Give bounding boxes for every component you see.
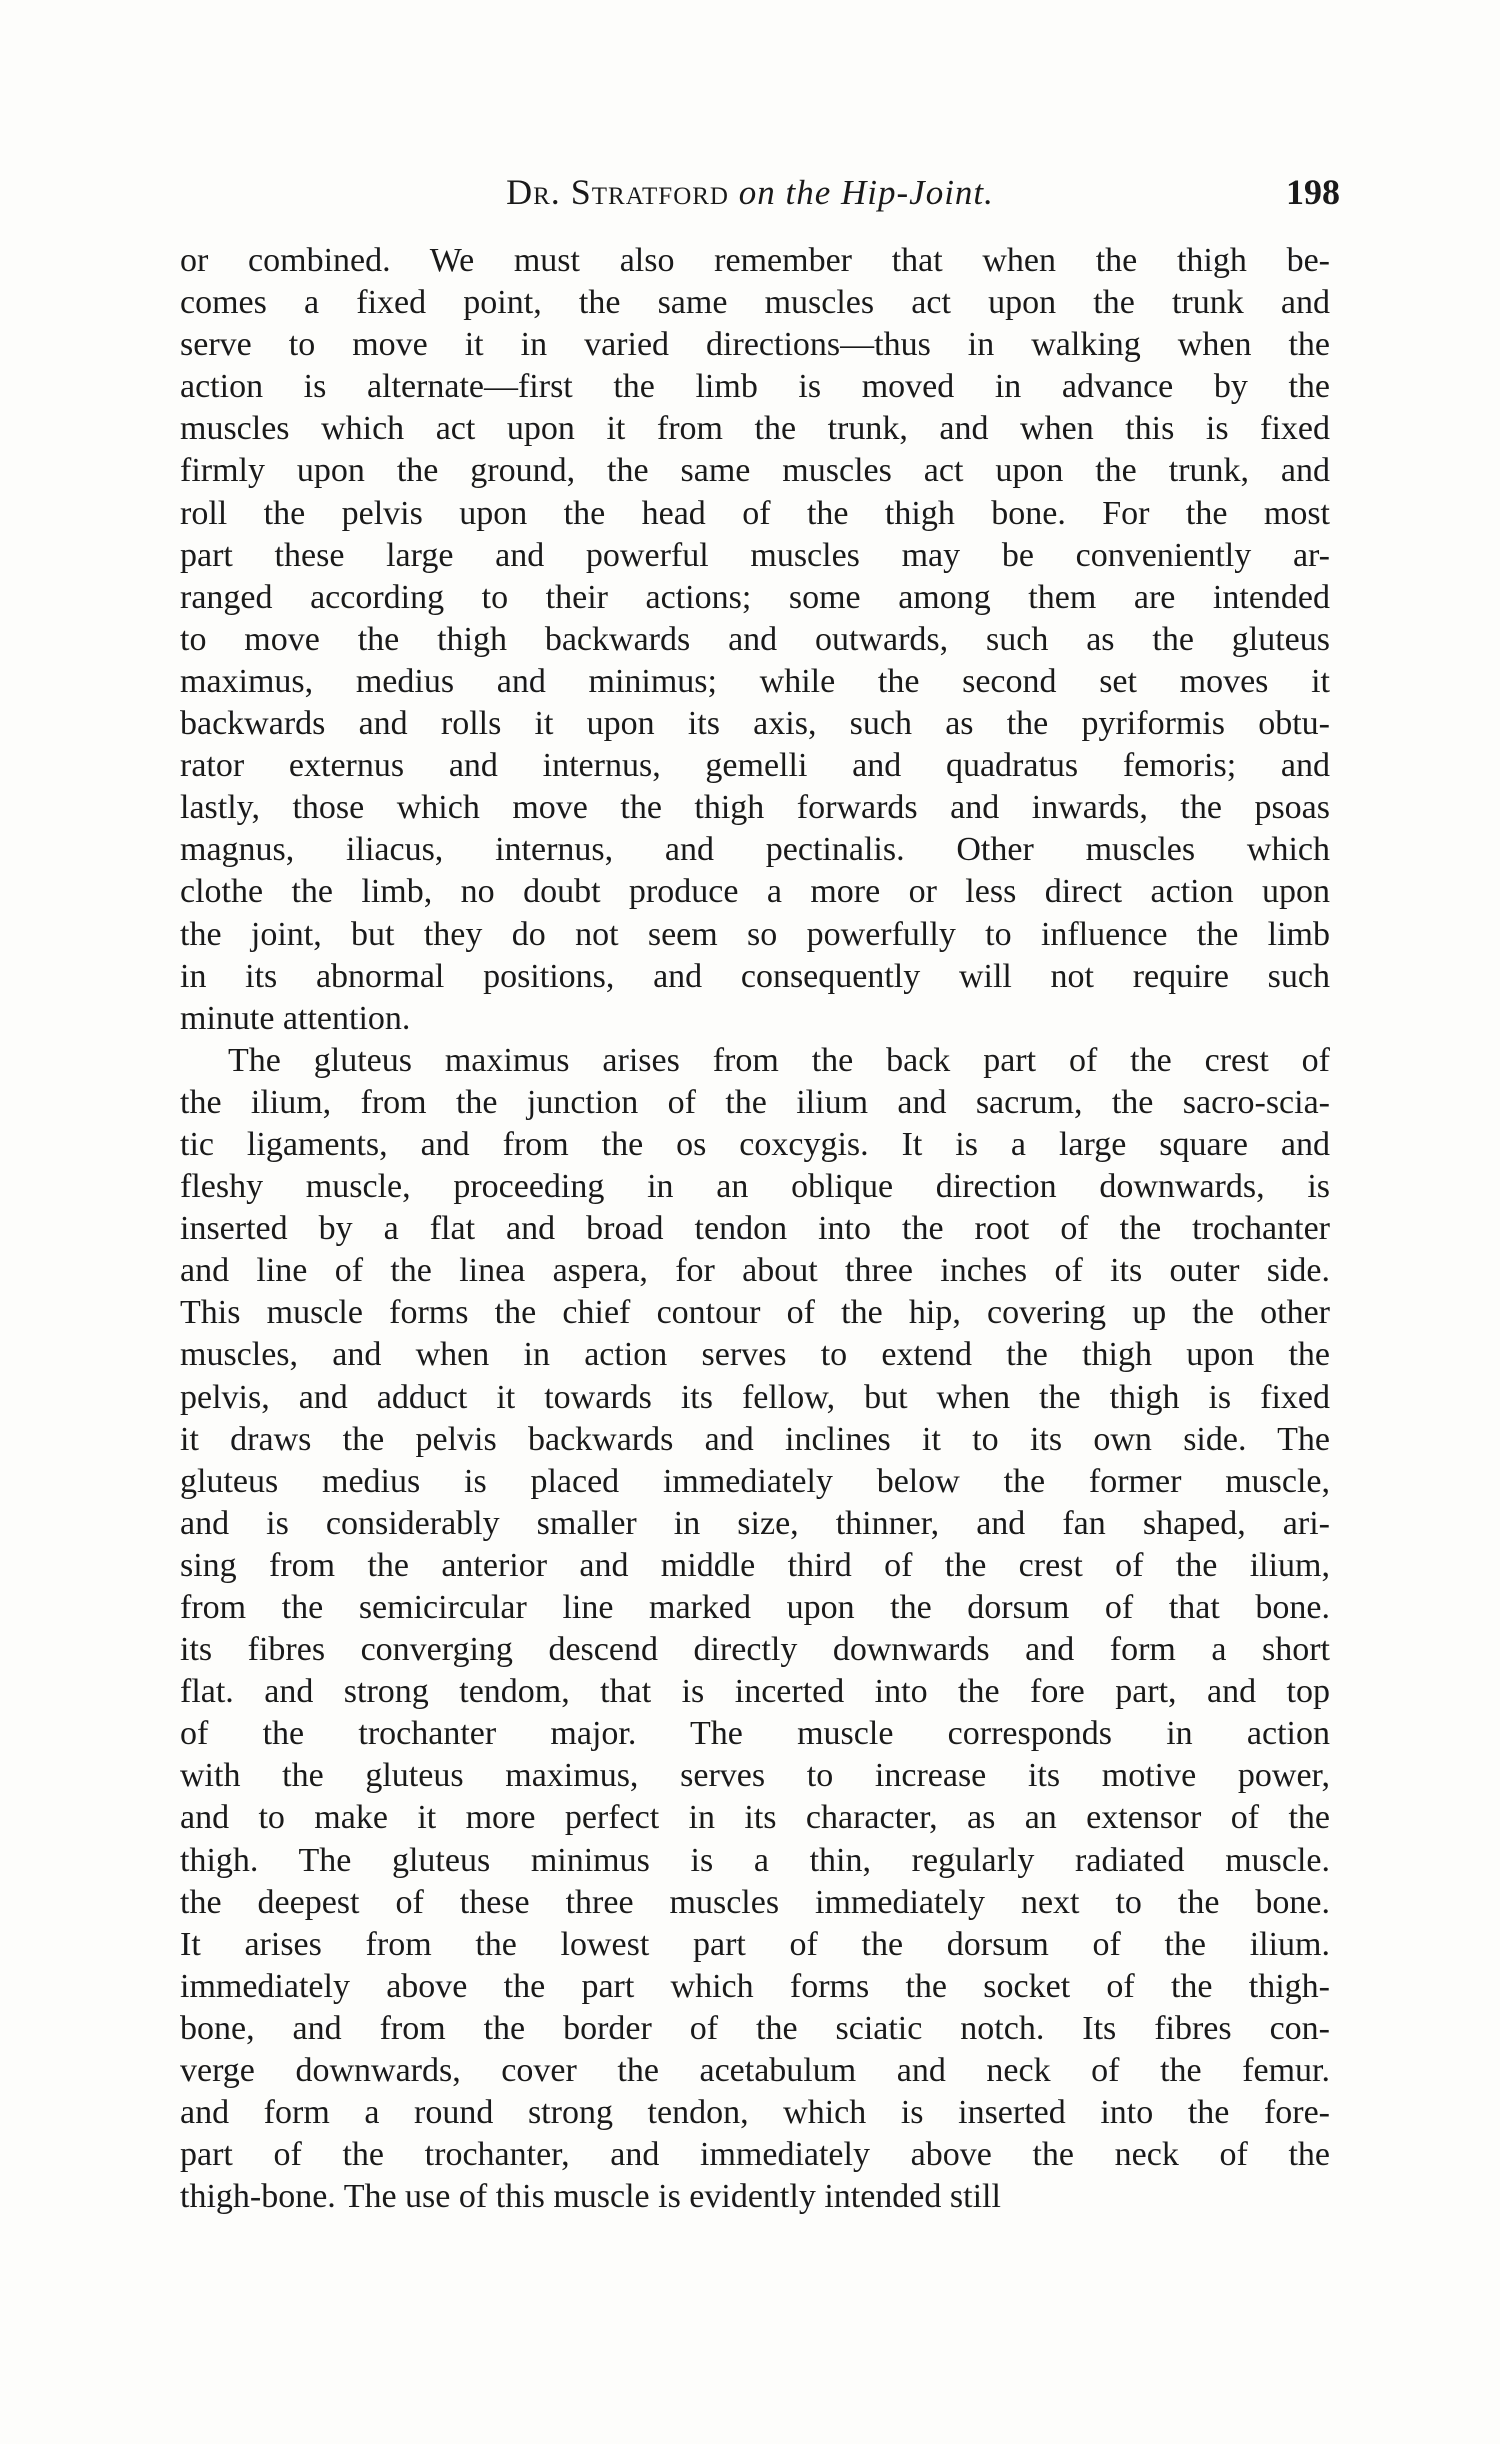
text-line: sing from the anterior and middle third of the crest of the ilium, — [180, 1546, 1330, 1584]
text-line: pelvis, and adduct it towards its fellow, but when the thigh is fixed — [180, 1378, 1330, 1416]
text-line: the ilium, from the junction of the ilium and sacrum, the sacro-scia- — [180, 1083, 1330, 1121]
text-line: roll the pelvis upon the head of the thigh bone. For the most — [180, 494, 1330, 532]
text-line: it draws the pelvis backwards and inclines it to its own side. The — [180, 1420, 1330, 1458]
running-title — [160, 168, 1340, 217]
page-number: 198 — [1286, 172, 1340, 212]
running-head — [160, 168, 1340, 216]
text-line: The gluteus maximus arises from the back part of the crest of — [228, 1041, 1330, 1079]
text-line: or combined. We must also remember that when the thigh be- — [180, 242, 1330, 279]
text-line: bone, and from the border of the sciatic notch. Its fibres con- — [180, 2009, 1330, 2047]
text-line: muscles which act upon it from the trunk, and when this is fixed — [180, 410, 1330, 448]
text-line: rator externus and internus, gemelli and quadratus femoris; and — [180, 747, 1330, 785]
text-line: flat. and strong tendom, that is incerted into the fore part, and top — [180, 1673, 1330, 1711]
text-line: and form a round strong tendon, which is inserted into the fore- — [180, 2094, 1330, 2132]
text-line: lastly, those which move the thigh forwards and inwards, the psoas — [180, 789, 1330, 827]
text-line: and is considerably smaller in size, thinner, and fan shaped, ari- — [180, 1504, 1330, 1542]
text-line: immediately above the part which forms the socket of the thigh- — [180, 1967, 1330, 2005]
text-line: action is alternate—first the limb is moved in advance by the — [180, 368, 1330, 406]
text-line: It arises from the lowest part of the dorsum of the ilium. — [180, 1925, 1330, 1963]
text-line: thigh. The gluteus minimus is a thin, regularly radiated muscle. — [180, 1841, 1330, 1879]
text-line: fleshy muscle, proceeding in an oblique direction downwards, is — [180, 1168, 1330, 1206]
text-line: backwards and rolls it upon its axis, such as the pyriformis obtu- — [180, 705, 1330, 743]
text-line: tic ligaments, and from the os coxcygis. It is a large square and — [180, 1125, 1330, 1163]
text-line: the joint, but they do not seem so powerfully to influence the limb — [180, 915, 1330, 953]
text-line: serve to move it in varied directions—thus in walking when the — [180, 326, 1330, 364]
text-line: thigh-bone. The use of this muscle is evidently intended still — [180, 2178, 1001, 2216]
paragraphs — [180, 240, 1330, 2218]
text-line: with the gluteus maximus, serves to increase its motive power, — [180, 1757, 1330, 1795]
text-line: minute attention. — [180, 999, 411, 1037]
text-line: its fibres converging descend directly downwards and form a short — [180, 1631, 1330, 1669]
running-title-author: Dr. Stratford — [506, 172, 729, 212]
text-line: and to make it more perfect in its character, as an extensor of the — [180, 1799, 1330, 1837]
text-line: verge downwards, cover the acetabulum and neck of the femur. — [180, 2052, 1330, 2090]
text-line: This muscle forms the chief contour of the hip, covering up the other — [180, 1294, 1330, 1332]
text-line: comes a fixed point, the same muscles act upon the trunk and — [180, 284, 1330, 322]
text-line: muscles, and when in action serves to extend the thigh upon the — [180, 1336, 1330, 1374]
running-title-subject: Hip-Joint. — [841, 173, 994, 212]
running-title-connector: on the — [728, 173, 841, 212]
paragraph — [180, 1040, 1330, 2219]
text-line: inserted by a flat and broad tendon into the root of the trochanter — [180, 1210, 1330, 1248]
text-line: ranged according to their actions; some among them are intended — [180, 578, 1330, 616]
text-line: from the semicircular line marked upon the dorsum of that bone. — [180, 1589, 1330, 1626]
text-line: of the trochanter major. The muscle corresponds in action — [180, 1715, 1330, 1753]
text-line: magnus, iliacus, internus, and pectinalis. Other muscles which — [180, 831, 1330, 869]
text-line: maximus, medius and minimus; while the second set moves it — [180, 662, 1330, 700]
paragraph — [180, 240, 1330, 1040]
text-line: firmly upon the ground, the same muscles act upon the trunk, and — [180, 452, 1330, 490]
text-line: clothe the limb, no doubt produce a more or less direct action upon — [180, 873, 1330, 911]
text-line: in its abnormal positions, and consequently will not require such — [180, 957, 1330, 995]
text-line: part of the trochanter, and immediately above the neck of the — [180, 2136, 1330, 2174]
text-line: to move the thigh backwards and outwards, such as the gluteus — [180, 620, 1330, 658]
text-line: and line of the linea aspera, for about three inches of its outer side. — [180, 1252, 1330, 1290]
text-line: gluteus medius is placed immediately below the former muscle, — [180, 1462, 1330, 1500]
body-text — [180, 240, 1330, 2218]
text-line: the deepest of these three muscles immediately next to the bone. — [180, 1883, 1330, 1921]
text-line: part these large and powerful muscles may be conveniently ar- — [180, 536, 1330, 574]
